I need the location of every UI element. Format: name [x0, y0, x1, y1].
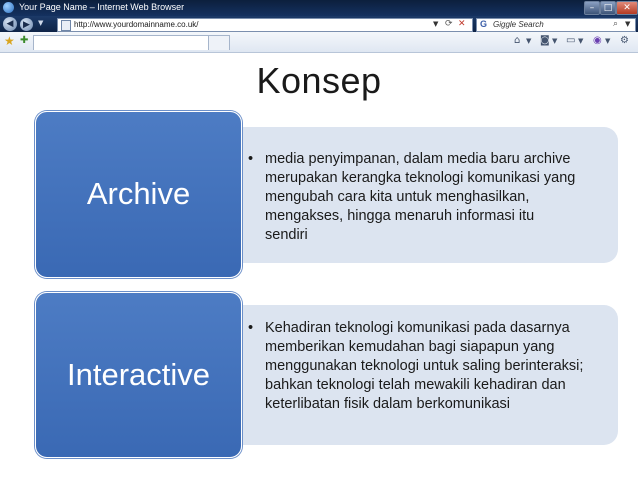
tools-gear-icon[interactable]: ⚙ [620, 35, 629, 46]
home-icon[interactable]: ⌂ [514, 35, 521, 46]
archive-label: Archive [86, 176, 191, 211]
search-input[interactable]: Giggle Search [493, 20, 544, 29]
minimize-button[interactable]: – [584, 1, 600, 15]
feeds-icon[interactable]: ◙ [540, 35, 550, 46]
search-dropdown-icon[interactable]: ▼ [625, 20, 631, 28]
slide-title: Konsep [256, 60, 382, 101]
print-dropdown-icon[interactable]: ▼ [578, 37, 584, 45]
history-dropdown-icon[interactable]: ▼ [38, 19, 44, 27]
interactive-bullet-text: Kehadiran teknologi komunikasi pada dasarnya memberikan kemudahan bagi siapapun yang menggunakan teknologi untuk saling berinteraksi; bahkan teknologi telah mewakili kehadiran dan keterlibatan fisik dalam berkomunikasi [265, 320, 584, 412]
favorites-star-icon[interactable]: ★ [4, 34, 15, 48]
home-dropdown-icon[interactable]: ▼ [526, 37, 532, 45]
search-box[interactable] [476, 18, 636, 32]
interactive-label: Interactive [66, 357, 210, 392]
back-button[interactable]: ◀ [3, 17, 17, 31]
page-dropdown-icon[interactable]: ▼ [605, 37, 611, 45]
address-bar[interactable] [57, 18, 473, 32]
page-menu-icon[interactable]: ◉ [593, 35, 602, 46]
maximize-button[interactable]: □ [600, 1, 616, 15]
archive-label-block [35, 111, 242, 278]
window-title-bar [0, 0, 638, 16]
search-engine-icon: G [480, 19, 488, 29]
browser-icon [3, 2, 14, 13]
bullet-icon: • [248, 151, 254, 167]
stop-icon[interactable]: ✕ [458, 19, 466, 29]
interactive-label-block [35, 292, 242, 458]
bullet-icon: • [248, 320, 254, 336]
favorites-bar [0, 32, 638, 53]
address-dropdown-icon[interactable]: ▼ [433, 20, 439, 28]
browser-tab[interactable] [33, 35, 209, 50]
page-icon [61, 20, 71, 31]
refresh-icon[interactable]: ⟳ [445, 19, 453, 29]
print-icon[interactable]: ▭ [566, 35, 576, 46]
search-go-icon[interactable]: ⌕ [613, 19, 619, 29]
feeds-dropdown-icon[interactable]: ▼ [552, 37, 558, 45]
forward-button[interactable]: ▶ [20, 18, 33, 31]
window-title: Your Page Name – Internet Web Browser [19, 2, 185, 12]
new-tab-button[interactable] [208, 35, 230, 50]
close-button[interactable]: ✕ [616, 1, 638, 15]
add-favorite-icon[interactable]: ✚ [20, 35, 29, 46]
archive-bullet-text: media penyimpanan, dalam media baru archive merupakan kerangka teknologi komunikasi yang mengubah cara kita untuk menghasilkan, mengakses, hingga menaruh informasi itu sendiri [265, 151, 576, 243]
address-url[interactable]: http://www.yourdomainname.co.uk/ [74, 20, 199, 29]
